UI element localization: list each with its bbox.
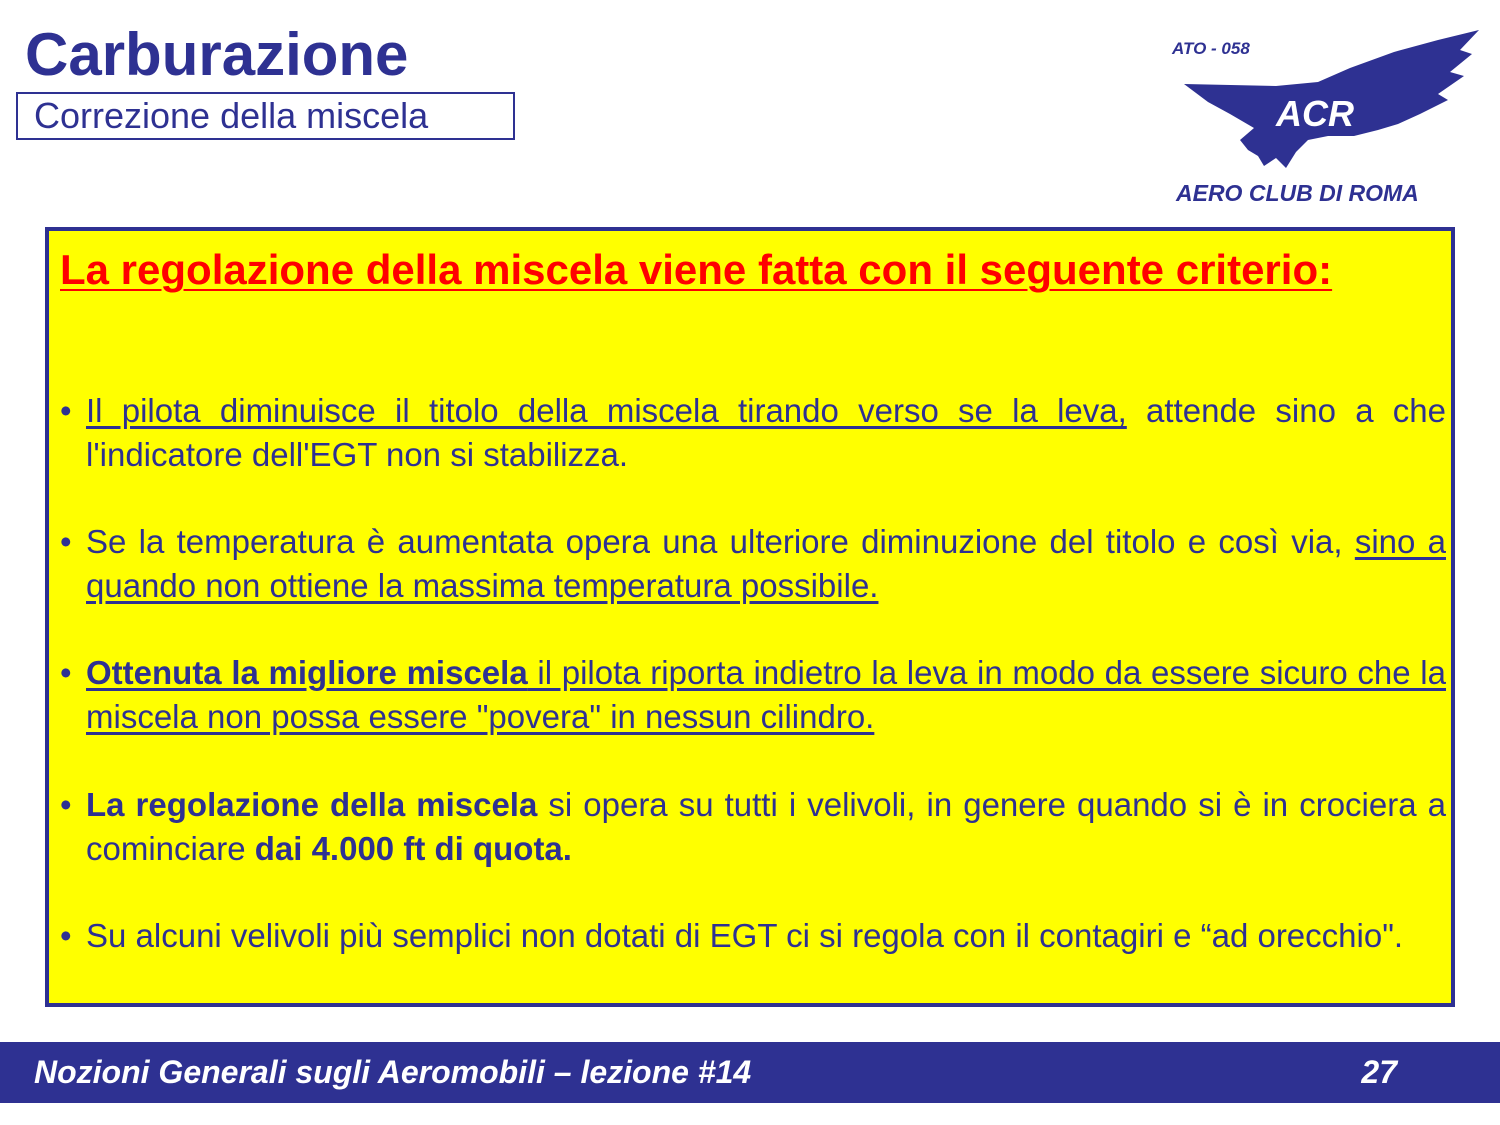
bullet-1-text: attende sino a che l'indicatore dell'EGT non si stabilizza. [86, 392, 1447, 473]
footer-course-title: Nozioni Generali sugli Aeromobili – lezione #14 [34, 1054, 752, 1090]
bullet-marker: • [60, 654, 72, 691]
bullet-3-bold-text: Ottenuta la migliore miscela [86, 654, 528, 691]
bullet-4-bold-altitude: dai 4.000 ft di quota. [254, 830, 572, 867]
bullet-item-4 [60, 783, 1446, 871]
bullet-4-bold-text: La regolazione della miscela [86, 786, 538, 823]
content-heading: La regolazione della miscela viene fatta con il seguente criterio: [60, 246, 1333, 293]
bullet-3-underlined-text: il pilota riporta indietro la leva in modo da essere sicuro che la miscela non possa essere "povera" in nessun cilindro. [86, 654, 1446, 735]
bullet-item-1 [60, 389, 1446, 477]
bullet-marker: • [60, 523, 72, 560]
bullet-item-5 [60, 914, 1446, 958]
bullet-marker: • [60, 917, 72, 954]
bullet-2-underlined-text: sino a quando non ottiene la massima temperatura possibile. [86, 523, 1446, 604]
bullet-5-text: Su alcuni velivoli più semplici non dotati di EGT ci si regola con il contagiri e “ad orecchio". [86, 917, 1404, 954]
logo-code: ATO - 058 [1172, 39, 1250, 58]
bullet-2-text: Se la temperatura è aumentata opera una ulteriore diminuzione del titolo e così via, [86, 523, 1355, 560]
bullet-4-text: si opera su tutti i velivoli, in genere quando si è in crociera a cominciare [86, 786, 1446, 867]
bullet-marker: • [60, 786, 72, 823]
bullet-item-3 [60, 651, 1446, 739]
slide-title: Carburazione [25, 21, 409, 88]
aero-club-logo [1168, 28, 1488, 210]
footer-bar [0, 1042, 1500, 1103]
bullet-item-2 [60, 520, 1446, 608]
logo-mark: ACR [1276, 93, 1354, 134]
bullet-1-underlined-text: Il pilota diminuisce il titolo della miscela tirando verso se la leva, [86, 392, 1127, 429]
slide-subtitle: Correzione della miscela [16, 92, 515, 140]
bullet-marker: • [60, 392, 72, 429]
page-number: 27 [1361, 1054, 1397, 1090]
logo-name: AERO CLUB DI ROMA [1176, 180, 1419, 206]
content-box [45, 227, 1455, 1007]
